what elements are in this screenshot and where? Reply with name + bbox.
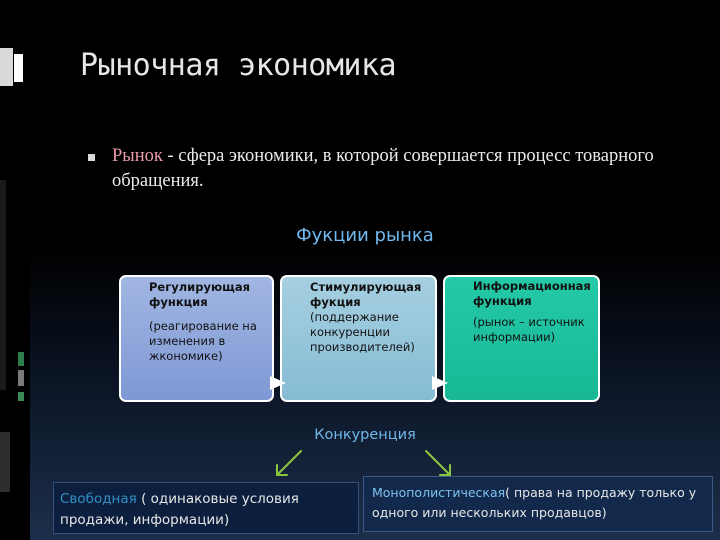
competition-type-name: Свободная <box>60 491 137 507</box>
arrow-down-right-icon <box>426 451 450 475</box>
slide-title: Рыночная экономика <box>80 48 397 83</box>
competition-type-desc: ( права на продажу только у одного или нескольких продавцов) <box>372 485 697 520</box>
monopolistic-competition-box <box>363 476 713 532</box>
functions-title: Фукции рынка <box>296 225 434 246</box>
free-competition-box <box>53 482 359 534</box>
competition-type-name: Монополистическая <box>372 485 506 500</box>
arrow-down-left-icon <box>277 451 301 475</box>
competition-type-desc: ( одинаковые условия продажи, информации) <box>60 491 299 528</box>
function-head: Регулирующая функция <box>149 280 250 309</box>
function-desc: (поддержание конкуренции производителей) <box>310 310 415 354</box>
function-head: Стимулирующая фукция <box>310 280 422 309</box>
function-head: Информационная функция <box>473 279 591 308</box>
competition-title: Конкуренция <box>314 427 416 443</box>
definition-term: Рынок <box>112 146 163 166</box>
function-desc: (рынок – источник информации) <box>473 315 585 344</box>
function-desc: (реагирование на изменения в жкономике) <box>149 319 257 363</box>
definition-text: - сфера экономики, в которой совершается процесс товарного обращения. <box>112 146 654 191</box>
